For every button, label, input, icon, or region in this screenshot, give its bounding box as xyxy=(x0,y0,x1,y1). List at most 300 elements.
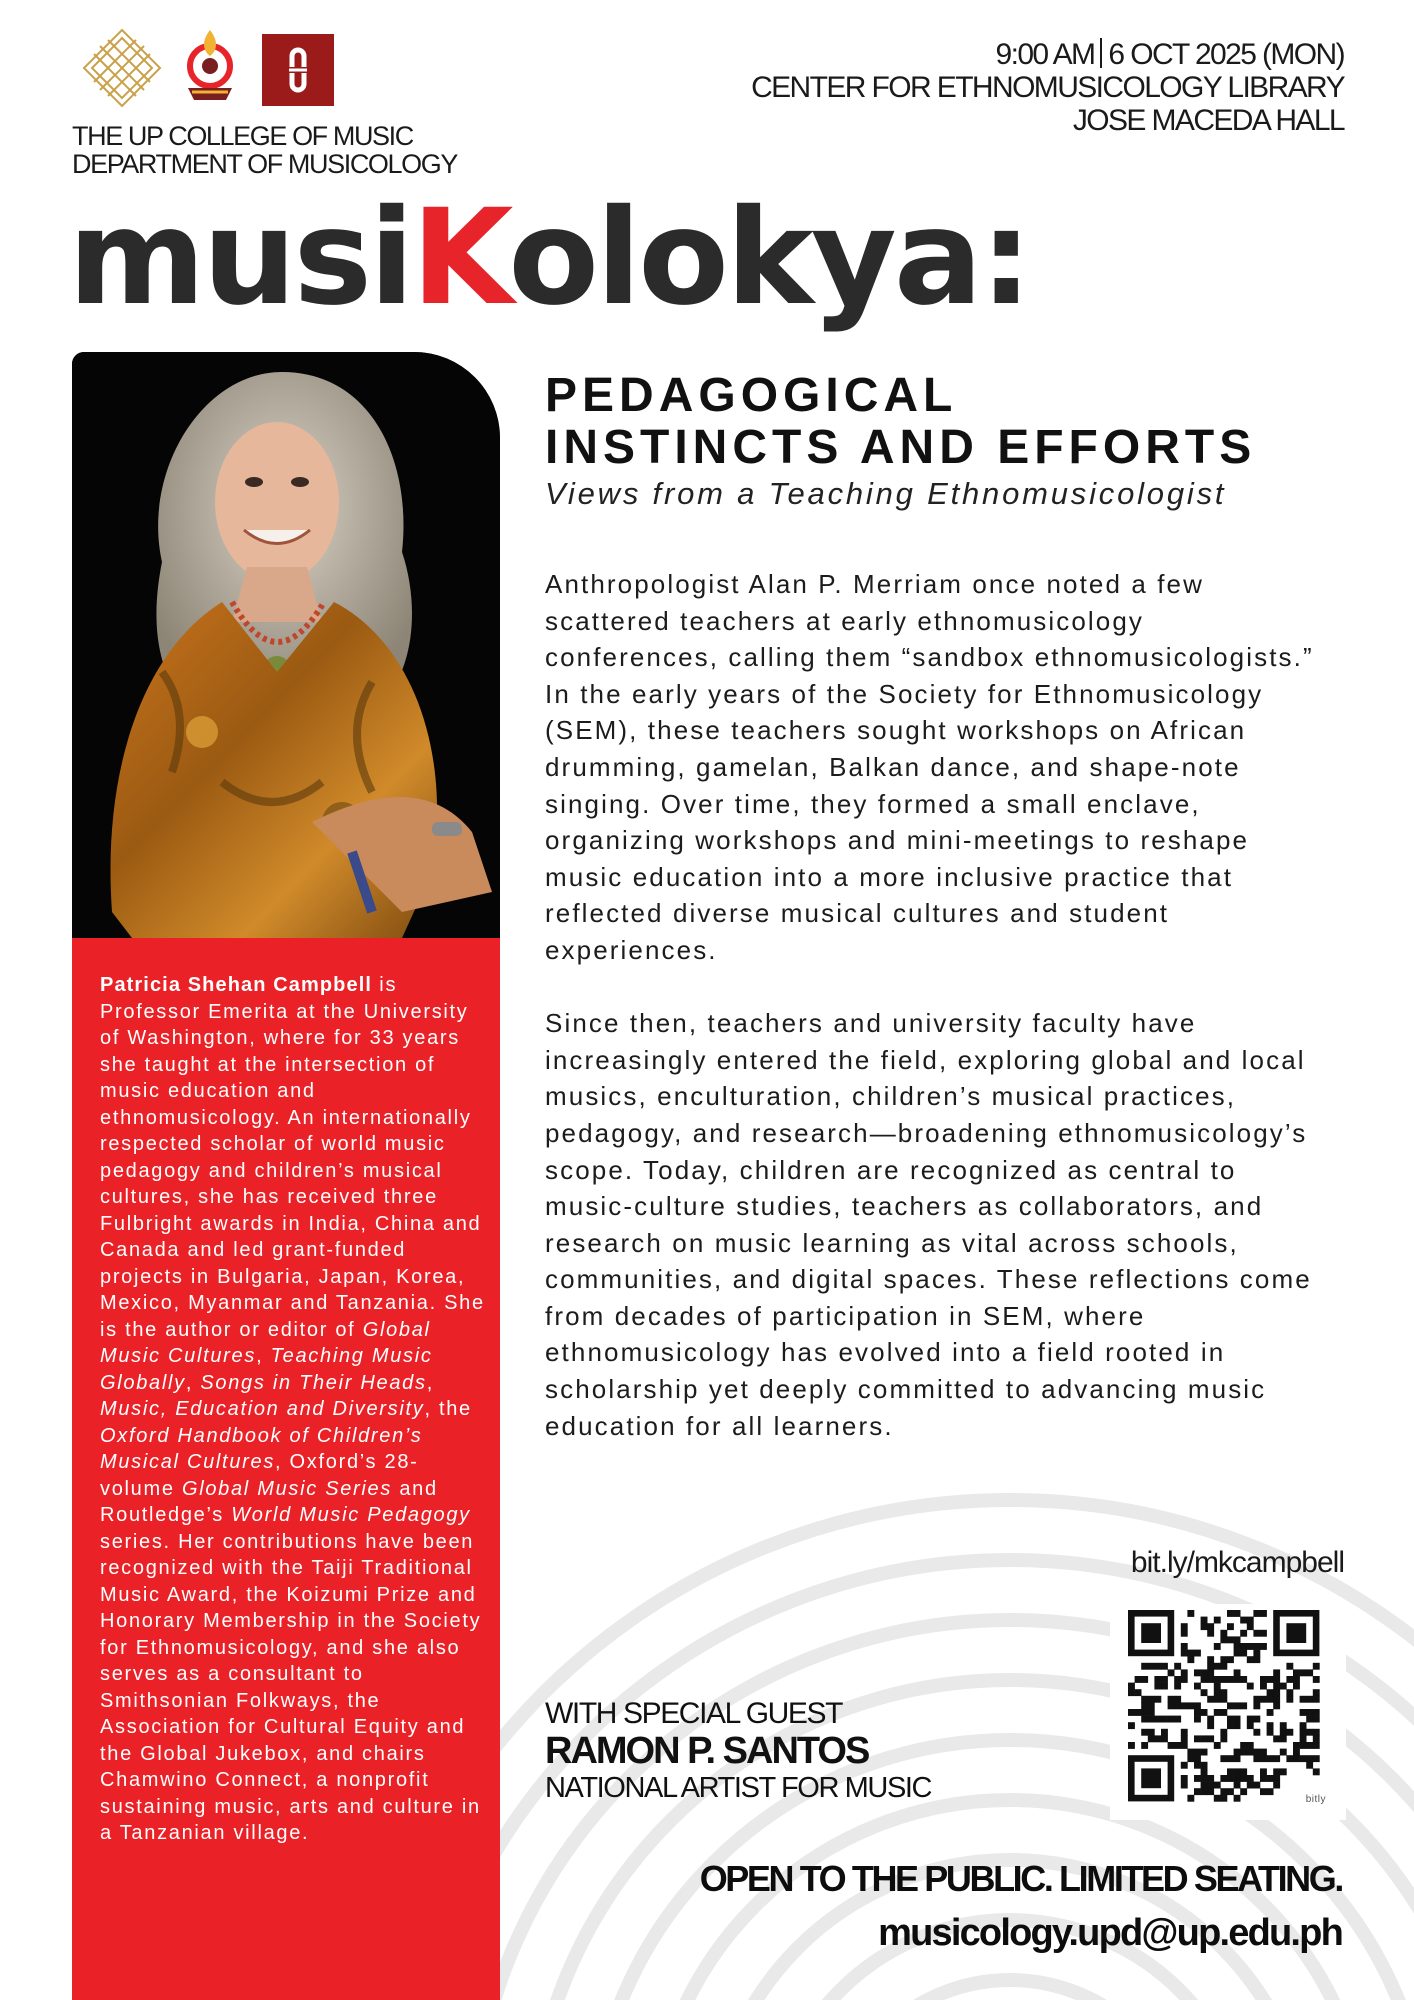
qr-module xyxy=(1253,1782,1260,1789)
qr-module xyxy=(1247,1742,1254,1749)
qr-module xyxy=(1161,1716,1168,1723)
qr-module xyxy=(1247,1656,1254,1663)
qr-module xyxy=(1286,1729,1293,1736)
qr-module xyxy=(1247,1775,1254,1782)
series-title xyxy=(68,181,1030,335)
qr-module xyxy=(1187,1795,1194,1802)
qr-module xyxy=(1240,1788,1247,1795)
qr-module xyxy=(1220,1729,1227,1736)
qr-module xyxy=(1247,1782,1254,1789)
qr-module xyxy=(1313,1709,1320,1716)
qr-module xyxy=(1267,1788,1274,1795)
qr-module xyxy=(1240,1768,1247,1775)
qr-module xyxy=(1187,1749,1194,1756)
qr-module xyxy=(1267,1696,1274,1703)
qr-module xyxy=(1148,1702,1155,1709)
qr-module xyxy=(1286,1689,1293,1696)
bio-sep-5: , Oxford’s 28-volume xyxy=(100,1451,419,1500)
qr-module xyxy=(1181,1630,1188,1637)
qr-module xyxy=(1128,1689,1135,1696)
qr-module xyxy=(1207,1669,1214,1676)
qr-module xyxy=(1234,1749,1241,1756)
qr-module xyxy=(1306,1742,1313,1749)
qr-module xyxy=(1201,1735,1208,1742)
qr-module xyxy=(1154,1683,1161,1690)
qr-module xyxy=(1260,1788,1267,1795)
qr-module xyxy=(1154,1716,1161,1723)
qr-module xyxy=(1300,1722,1307,1729)
qr-module xyxy=(1260,1610,1267,1617)
qr-module xyxy=(1174,1716,1181,1723)
bio-work-1: Global Music Cultures xyxy=(100,1318,431,1367)
qr-module xyxy=(1306,1716,1313,1723)
qr-module xyxy=(1234,1702,1241,1709)
qr-module xyxy=(1201,1689,1208,1696)
qr-module xyxy=(1128,1683,1135,1690)
qr-module xyxy=(1227,1722,1234,1729)
qr-module xyxy=(1220,1795,1227,1802)
qr-module xyxy=(1220,1775,1227,1782)
qr-module xyxy=(1260,1630,1267,1637)
qr-module xyxy=(1207,1656,1214,1663)
qr-module xyxy=(1227,1768,1234,1775)
qr-module xyxy=(1187,1702,1194,1709)
qr-module xyxy=(1141,1768,1161,1788)
qr-module xyxy=(1273,1689,1280,1696)
qr-module xyxy=(1214,1795,1221,1802)
bio-sep-6: and Routledge’s xyxy=(100,1477,438,1526)
qr-module xyxy=(1128,1742,1135,1749)
qr-module xyxy=(1141,1702,1148,1709)
qr-module xyxy=(1306,1755,1313,1762)
series-title-accent: K xyxy=(411,181,509,335)
qr-module xyxy=(1128,1709,1135,1716)
bio-work-5: Oxford Handbook of Children’s Musical Cultures xyxy=(100,1424,423,1473)
qr-module xyxy=(1267,1775,1274,1782)
qr-module xyxy=(1234,1775,1241,1782)
qr-module xyxy=(1148,1709,1155,1716)
qr-module xyxy=(1220,1663,1227,1670)
qr-module xyxy=(1247,1683,1254,1690)
qr-module xyxy=(1313,1663,1320,1670)
qr-module xyxy=(1168,1716,1175,1723)
qr-module xyxy=(1247,1716,1254,1723)
qr-module xyxy=(1214,1689,1221,1696)
qr-module xyxy=(1194,1650,1201,1657)
qr-module xyxy=(1181,1623,1188,1630)
qr-module xyxy=(1267,1729,1274,1736)
qr-module xyxy=(1267,1709,1274,1716)
qr-module xyxy=(1227,1755,1234,1762)
abstract-paragraph-1: Anthropologist Alan P. Merriam once noted a few scattered teachers at early ethnomusicology conferences, calling them “sandbox ethnomusicologists.” In the early years of the Society for Ethnomusicology (SEM), these teachers sought workshops on African drumming, gamelan, Balkan dance, and shape-note singing. Over time, they formed a small enclave, organizing workshops and mini-meetings to reshape music education into a more inclusive practice that reflected diverse musical cultures and student experiences. xyxy=(545,569,1314,965)
qr-module xyxy=(1260,1768,1267,1775)
qr-module xyxy=(1220,1755,1227,1762)
qr-module xyxy=(1220,1636,1227,1643)
qr-module xyxy=(1201,1709,1208,1716)
qr-module xyxy=(1174,1696,1181,1703)
qr-module xyxy=(1148,1729,1155,1736)
qr-module xyxy=(1181,1782,1188,1789)
qr-module xyxy=(1234,1722,1241,1729)
qr-module xyxy=(1313,1696,1320,1703)
qr-module xyxy=(1154,1735,1161,1742)
qr-module xyxy=(1207,1735,1214,1742)
qr-module xyxy=(1293,1742,1300,1749)
speaker-bio xyxy=(100,972,490,1847)
qr-module xyxy=(1300,1755,1307,1762)
qr-module xyxy=(1306,1762,1313,1769)
registration-link[interactable]: bit.ly/mkcampbell xyxy=(1130,1546,1344,1579)
qr-module xyxy=(1260,1676,1267,1683)
bio-work-7: World Music Pedagogy xyxy=(231,1504,471,1526)
qr-module xyxy=(1313,1689,1320,1696)
qr-module xyxy=(1181,1735,1188,1742)
qr-module xyxy=(1260,1683,1267,1690)
datetime-divider xyxy=(1100,38,1102,68)
qr-module xyxy=(1260,1643,1267,1650)
qr-module xyxy=(1280,1749,1287,1756)
qr-module xyxy=(1187,1656,1194,1663)
qr-module xyxy=(1141,1729,1148,1736)
qr-module xyxy=(1260,1749,1267,1756)
qr-module xyxy=(1181,1762,1188,1769)
background-ring xyxy=(830,1980,1190,2000)
qr-module xyxy=(1227,1702,1234,1709)
qr-module xyxy=(1201,1768,1208,1775)
qr-module xyxy=(1267,1755,1274,1762)
qr-module xyxy=(1187,1755,1194,1762)
qr-module xyxy=(1313,1676,1320,1683)
qr-module xyxy=(1214,1663,1221,1670)
talk-subtitle: Views from a Teaching Ethnomusicologist xyxy=(545,476,1227,511)
qr-module xyxy=(1293,1676,1300,1683)
qr-module xyxy=(1168,1696,1175,1703)
qr-module xyxy=(1273,1755,1280,1762)
qr-module xyxy=(1194,1683,1201,1690)
guest-name: RAMON P. SANTOS xyxy=(545,1730,869,1772)
qr-module xyxy=(1234,1610,1241,1617)
qr-code-icon[interactable] xyxy=(1110,1604,1346,1820)
contact-email[interactable]: musicology.upd@up.edu.ph xyxy=(878,1912,1342,1954)
qr-module xyxy=(1181,1742,1188,1749)
qr-module xyxy=(1161,1729,1168,1736)
qr-module xyxy=(1141,1742,1148,1749)
qr-module xyxy=(1207,1716,1214,1723)
qr-module xyxy=(1253,1716,1260,1723)
qr-module xyxy=(1181,1669,1188,1676)
event-date: 6 OCT 2025 (MON) xyxy=(1108,38,1344,71)
qr-module xyxy=(1260,1775,1267,1782)
qr-module xyxy=(1300,1669,1307,1676)
qr-module xyxy=(1253,1729,1260,1736)
department-line-1: THE UP COLLEGE OF MUSIC xyxy=(72,121,413,151)
qr-module xyxy=(1286,1676,1293,1683)
qr-module xyxy=(1234,1669,1241,1676)
qr-module xyxy=(1227,1788,1234,1795)
qr-module xyxy=(1194,1716,1201,1723)
qr-module xyxy=(1227,1716,1234,1723)
qr-module xyxy=(1234,1676,1241,1683)
qr-module xyxy=(1161,1735,1168,1742)
qr-module xyxy=(1207,1782,1214,1789)
department-emblem-icon xyxy=(180,22,240,106)
qr-module xyxy=(1280,1722,1287,1729)
qr-module xyxy=(1234,1795,1241,1802)
qr-module xyxy=(1174,1702,1181,1709)
qr-module xyxy=(1240,1775,1247,1782)
qr-module xyxy=(1201,1775,1208,1782)
qr-module xyxy=(1293,1755,1300,1762)
qr-bitly-label: bitly xyxy=(1305,1794,1326,1805)
bio-sep-2: , xyxy=(185,1371,201,1394)
qr-module xyxy=(1214,1617,1221,1624)
qr-module xyxy=(1253,1650,1260,1657)
qr-module xyxy=(1227,1610,1234,1617)
qr-module xyxy=(1253,1702,1260,1709)
event-details xyxy=(751,38,1344,137)
qr-module xyxy=(1141,1709,1148,1716)
qr-module xyxy=(1273,1696,1280,1703)
qr-module xyxy=(1280,1683,1287,1690)
qr-module xyxy=(1240,1742,1247,1749)
qr-module xyxy=(1240,1702,1247,1709)
series-title-pre: musi xyxy=(68,181,412,335)
qr-module xyxy=(1260,1696,1267,1703)
qr-module xyxy=(1148,1735,1155,1742)
qr-module xyxy=(1234,1643,1241,1650)
qr-module xyxy=(1168,1742,1175,1749)
qr-module xyxy=(1273,1735,1280,1742)
qr-module xyxy=(1240,1617,1247,1624)
qr-module xyxy=(1220,1788,1227,1795)
qr-module xyxy=(1306,1709,1313,1716)
qr-module xyxy=(1293,1749,1300,1756)
qr-module xyxy=(1253,1656,1260,1663)
qr-module xyxy=(1286,1623,1306,1643)
qr-module xyxy=(1168,1702,1175,1709)
qr-module xyxy=(1227,1636,1234,1643)
qr-module xyxy=(1313,1768,1320,1775)
qr-module xyxy=(1181,1650,1188,1657)
qr-module xyxy=(1194,1762,1201,1769)
qr-module xyxy=(1214,1696,1221,1703)
venue-line-2: JOSE MACEDA HALL xyxy=(1072,104,1344,137)
qr-module xyxy=(1273,1702,1280,1709)
qr-module xyxy=(1306,1729,1313,1736)
qr-module xyxy=(1273,1669,1280,1676)
abstract-paragraph-2: Since then, teachers and university faculty have increasingly entered the field, exploring global and local musics, enculturation, children’s musical practices, pedagogy, and research—broadening ethnomusicology’s scope. Today, children are recognized as central to music-culture studies, teachers as collaborators, and research on music learning as vital across schools, communities, and digital spaces. These reflections come from decades of participation in SEM, where ethnomusicology has evolved into a field rooted in scholarship yet deeply committed to advancing music education for all learners. xyxy=(545,1008,1312,1441)
qr-module xyxy=(1207,1788,1214,1795)
qr-module xyxy=(1207,1696,1214,1703)
qr-module xyxy=(1286,1696,1293,1703)
bio-work-2: Teaching Music Globally xyxy=(100,1345,433,1394)
qr-module xyxy=(1247,1643,1254,1650)
qr-module xyxy=(1194,1735,1201,1742)
bio-sep-1: , xyxy=(256,1345,271,1367)
qr-module xyxy=(1214,1709,1221,1716)
qr-module xyxy=(1260,1755,1267,1762)
qr-module xyxy=(1194,1749,1201,1756)
qr-module xyxy=(1280,1735,1287,1742)
qr-module xyxy=(1293,1683,1300,1690)
qr-module xyxy=(1220,1709,1227,1716)
qr-module xyxy=(1273,1676,1280,1683)
qr-module xyxy=(1194,1788,1201,1795)
qr-module xyxy=(1201,1782,1208,1789)
qr-module xyxy=(1214,1742,1221,1749)
qr-module xyxy=(1201,1623,1208,1630)
qr-module xyxy=(1207,1775,1214,1782)
qr-module xyxy=(1181,1729,1188,1736)
qr-module xyxy=(1313,1742,1320,1749)
qr-module xyxy=(1194,1775,1201,1782)
qr-module xyxy=(1220,1696,1227,1703)
qr-module xyxy=(1135,1709,1142,1716)
talk-title xyxy=(545,370,1256,474)
qr-module xyxy=(1174,1742,1181,1749)
qr-module xyxy=(1306,1696,1313,1703)
qr-module xyxy=(1181,1702,1188,1709)
qr-module xyxy=(1174,1676,1181,1683)
qr-module xyxy=(1300,1729,1307,1736)
qr-module xyxy=(1240,1676,1247,1683)
qr-module xyxy=(1220,1656,1227,1663)
bio-text-2: series. Her contributions have been recognized with the Taiji Traditional Music Award, the Koizumi Prize and Honorary Membership in the Society for Ethnomusicology, and she also serves as a consultant to Smithsonian Folkways, the Association for Cultural Equity and the Global Jukebox, and chairs Chamwino Connect, a nonprofit sustaining music, arts and culture in a Tanzanian village. xyxy=(100,1530,482,1844)
qr-module xyxy=(1300,1696,1307,1703)
qr-module xyxy=(1247,1722,1254,1729)
qr-module xyxy=(1220,1689,1227,1696)
qr-module xyxy=(1240,1643,1247,1650)
qr-module xyxy=(1313,1716,1320,1723)
public-notice: OPEN TO THE PUBLIC. LIMITED SEATING. xyxy=(699,1858,1342,1899)
qr-module xyxy=(1161,1663,1168,1670)
qr-module xyxy=(1207,1676,1214,1683)
qr-module xyxy=(1174,1663,1181,1670)
speaker-name: Patricia Shehan Campbell xyxy=(100,974,373,996)
qr-module xyxy=(1148,1663,1155,1670)
qr-module xyxy=(1154,1676,1161,1683)
qr-module xyxy=(1300,1735,1307,1742)
qr-module xyxy=(1148,1696,1155,1703)
qr-module xyxy=(1141,1663,1148,1670)
qr-module xyxy=(1194,1669,1201,1676)
qr-module xyxy=(1135,1676,1142,1683)
qr-module xyxy=(1154,1696,1161,1703)
qr-module xyxy=(1253,1755,1260,1762)
qr-module xyxy=(1207,1722,1214,1729)
qr-module xyxy=(1220,1735,1227,1742)
qr-module xyxy=(1227,1775,1234,1782)
qr-module xyxy=(1128,1722,1135,1729)
qr-module xyxy=(1227,1623,1234,1630)
qr-module xyxy=(1207,1630,1214,1637)
qr-module xyxy=(1194,1709,1201,1716)
qr-module xyxy=(1273,1782,1280,1789)
qr-module xyxy=(1280,1768,1287,1775)
qr-module xyxy=(1306,1669,1313,1676)
qr-module xyxy=(1247,1749,1254,1756)
qr-module xyxy=(1187,1610,1194,1617)
qr-module xyxy=(1207,1663,1214,1670)
qr-module xyxy=(1141,1676,1148,1683)
bio-text-1: is Professor Emerita at the University of Washington, where for 33 years she taught at the intersection of music education and ethnomusicology. An internationally respected scholar of world music pedagogy and children’s musical cultures, she has received three Fulbright awards in India, China and Canada and led grant-funded projects in Bulgaria, Japan, Korea, Mexico, Myanmar and Tanzania. She is the author or editor of xyxy=(100,974,485,1341)
talk-title-line-1: PEDAGOGICAL xyxy=(545,369,958,422)
guest-role: NATIONAL ARTIST FOR MUSIC xyxy=(545,1772,932,1804)
bio-work-6: Global Music Series xyxy=(181,1477,393,1500)
talk-title-line-2: INSTINCTS AND EFFORTS xyxy=(545,421,1257,474)
qr-module xyxy=(1313,1729,1320,1736)
qr-module xyxy=(1247,1617,1254,1624)
department-line-2: DEPARTMENT OF MUSICOLOGY xyxy=(72,149,457,179)
qr-module xyxy=(1201,1617,1208,1624)
qr-module xyxy=(1148,1716,1155,1723)
qr-module xyxy=(1234,1650,1241,1657)
qr-module xyxy=(1240,1630,1247,1637)
special-guest xyxy=(545,1697,931,1805)
qr-module xyxy=(1201,1676,1208,1683)
qr-module xyxy=(1234,1716,1241,1723)
qr-module xyxy=(1253,1630,1260,1637)
department-name xyxy=(72,122,457,178)
up-college-of-music-logo-icon xyxy=(80,26,164,110)
qr-module xyxy=(1234,1755,1241,1762)
qr-module xyxy=(1141,1623,1161,1643)
qr-module xyxy=(1313,1735,1320,1742)
qr-module xyxy=(1286,1663,1293,1670)
qr-module xyxy=(1181,1676,1188,1683)
bio-work-3: Songs in Their Heads xyxy=(200,1371,427,1394)
qr-module xyxy=(1174,1683,1181,1690)
qr-module xyxy=(1141,1696,1148,1703)
bio-work-4: Music, Education and Diversity xyxy=(100,1398,425,1420)
qr-module xyxy=(1187,1650,1194,1657)
event-datetime xyxy=(751,38,1344,71)
qr-module xyxy=(1161,1683,1168,1690)
bio-sep-4: , the xyxy=(424,1398,472,1420)
qr-module xyxy=(1273,1683,1280,1690)
qr-module xyxy=(1234,1636,1241,1643)
guest-label: WITH SPECIAL GUEST xyxy=(545,1697,843,1730)
bio-sep-3: , xyxy=(426,1371,434,1394)
qr-module xyxy=(1293,1669,1300,1676)
qr-module xyxy=(1253,1643,1260,1650)
qr-module xyxy=(1300,1709,1307,1716)
qr-module xyxy=(1253,1696,1260,1703)
qr-module xyxy=(1253,1749,1260,1756)
qr-module xyxy=(1313,1755,1320,1762)
qr-module xyxy=(1154,1663,1161,1670)
qr-module xyxy=(1194,1755,1201,1762)
qr-module xyxy=(1240,1749,1247,1756)
event-time: 9:00 AM xyxy=(995,38,1095,71)
qr-module xyxy=(1247,1623,1254,1630)
qr-module xyxy=(1161,1676,1168,1683)
speaker-photo xyxy=(72,352,500,938)
qr-module xyxy=(1201,1749,1208,1756)
venue-line-1: CENTER FOR ETHNOMUSICOLOGY LIBRARY xyxy=(751,71,1344,104)
qr-module xyxy=(1253,1610,1260,1617)
up-seal-icon xyxy=(262,34,334,106)
qr-module xyxy=(1214,1676,1221,1683)
speaker-bio-panel xyxy=(72,938,500,2000)
qr-module xyxy=(1201,1669,1208,1676)
qr-module xyxy=(1267,1676,1274,1683)
qr-module xyxy=(1207,1623,1214,1630)
qr-module xyxy=(1181,1643,1188,1650)
qr-module xyxy=(1181,1775,1188,1782)
qr-module xyxy=(1300,1742,1307,1749)
qr-module xyxy=(1168,1669,1175,1676)
